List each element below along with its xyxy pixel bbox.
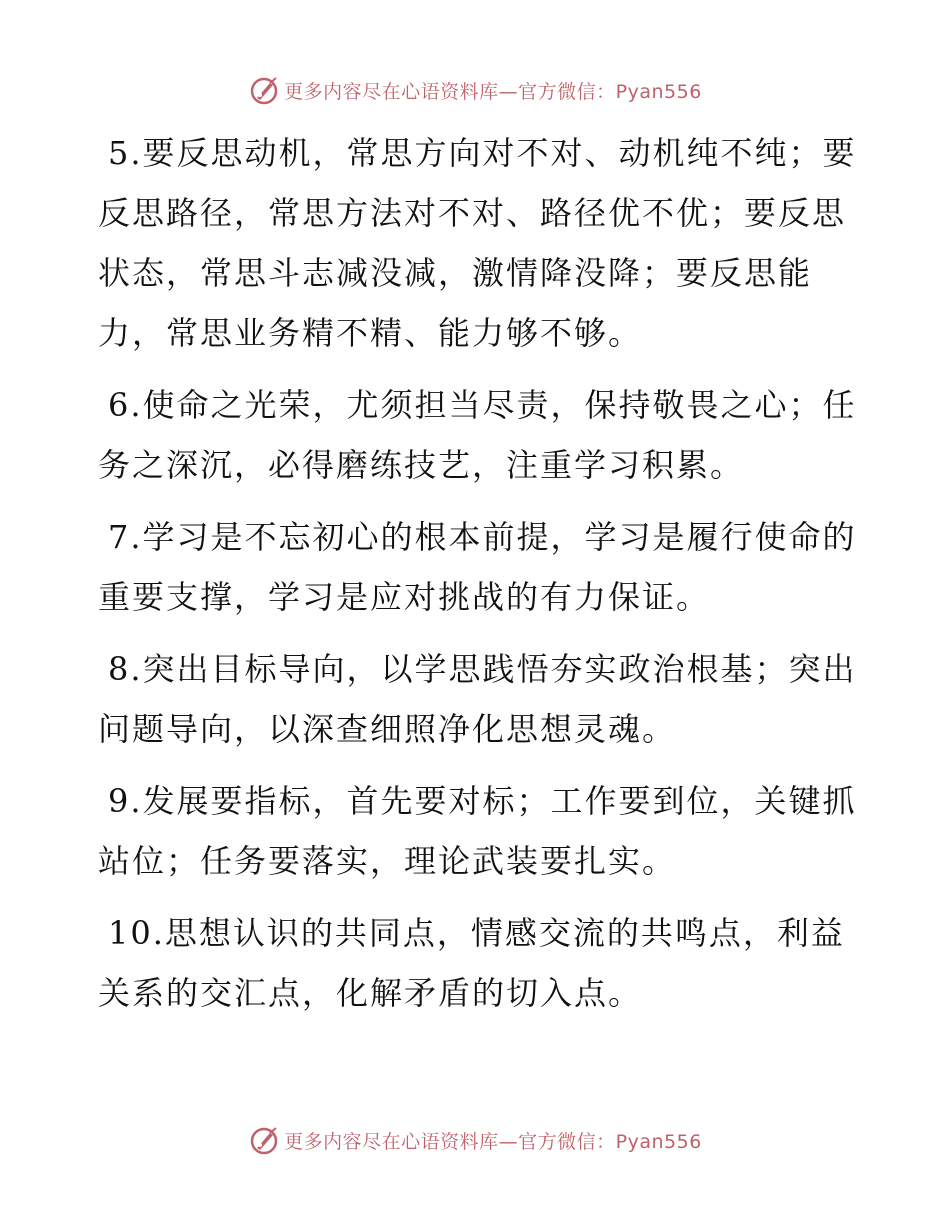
watermark-text: 更多内容尽在心语资料库—官方微信：Pyan556: [284, 80, 702, 103]
watermark-text: 更多内容尽在心语资料库—官方微信：Pyan556: [284, 1130, 702, 1153]
header-watermark-banner: [0, 70, 950, 110]
footer-watermark-banner: [0, 1120, 950, 1160]
list-item: 7.学习是不忘初心的根本前提，学习是履行使命的重要支撑，学习是应对挑战的有力保证。: [98, 518, 857, 616]
list-item: 9.发展要指标，首先要对标；工作要到位，关键抓站位；任务要落实，理论武装要扎实。: [98, 782, 857, 880]
list-item: 8.突出目标导向，以学思践悟夯实政治根基；突出问题导向，以深查细照净化思想灵魂。: [98, 650, 857, 748]
list-item: 5.要反思动机，常思方向对不对、动机纯不纯；要反思路径，常思方法对不对、路径优不优；要反思状态，常思斗志减没减，激情降没降；要反思能力，常思业务精不精、能力够不够。: [98, 134, 857, 352]
quill-pen-seal-icon: [248, 1124, 280, 1156]
quill-pen-seal-icon: [248, 74, 280, 106]
list-item: 6.使命之光荣，尤须担当尽责，保持敬畏之心；任务之深沉，必得磨练技艺，注重学习积累。: [98, 386, 857, 484]
list-item: 10.思想认识的共同点，情感交流的共鸣点，利益关系的交汇点，化解矛盾的切入点。: [98, 914, 845, 1012]
document-body: [98, 123, 858, 1035]
